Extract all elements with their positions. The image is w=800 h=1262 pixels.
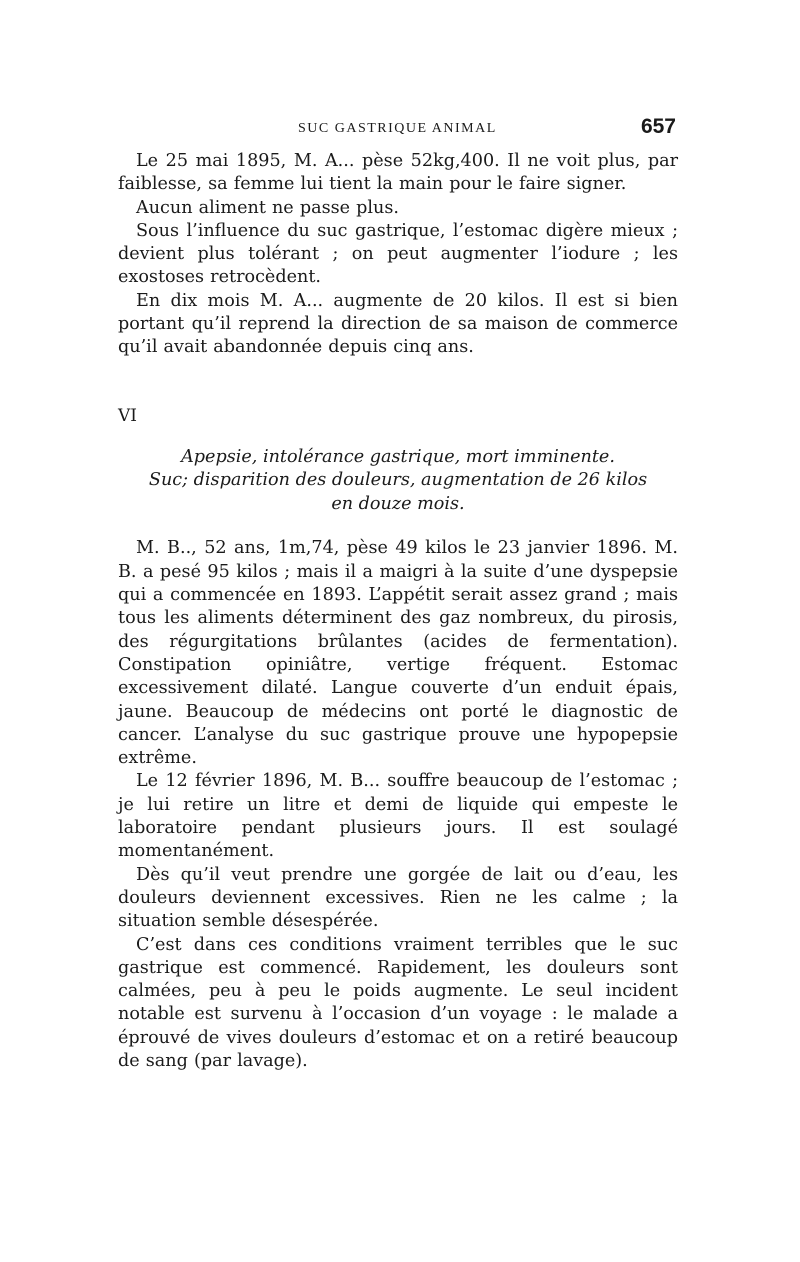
paragraph: Aucun aliment ne passe plus.	[136, 197, 399, 218]
paragraph: M. B.., 52 ans, 1m,74, pèse 49 kilos le 23 janvier 1896. M. B. a pesé 95 kilos ; mais il a maigri à la suite d’une dyspepsie qui a commencée en 1893. L’appétit serait assez grand ; mais tous les aliments déterminent des gaz nombreux, du pirosis, des régurgitations brûlantes (acides de fermentation). Constipation opiniâtre, vertige fréquent. Estomac excessivement dilaté. Langue couverte d’un enduit épais, jaune. Beaucoup de médecins ont porté le diagnostic de cancer. L’analyse du suc gastrique prouve une hypopepsie extrême.	[118, 538, 678, 769]
paragraph: Dès qu’il veut prendre une gorgée de lait ou d’eau, les douleurs deviennent excessives. Rien ne les calme ; la situation semble désespérée.	[118, 864, 678, 932]
section-number: VI	[118, 405, 137, 426]
section-title-line: Apepsie, intolérance gastrique, mort imminente.	[181, 446, 615, 467]
paragraph: Le 25 mai 1895, M. A... pèse 52kg,400. Il ne voit plus, par faiblesse, sa femme lui tient la main pour le faire signer.	[118, 151, 678, 195]
section-title	[118, 446, 678, 517]
running-head	[118, 115, 680, 145]
running-title: SUC GASTRIQUE ANIMAL	[298, 121, 497, 136]
paragraph: Sous l’influence du suc gastrique, l’estomac digère mieux ; devient plus tolérant ; on peut augmenter l’iodure ; les exostoses retrocèdent.	[118, 220, 678, 288]
paragraph: En dix mois M. A... augmente de 20 kilos. Il est si bien portant qu’il reprend la direction de sa maison de commerce qu’il avait abandonnée depuis cinq ans.	[118, 290, 678, 358]
section-title-line: en douze mois.	[331, 493, 465, 514]
body-text	[118, 150, 678, 1073]
section-title-line: Suc; disparition des douleurs, augmentation de 26 kilos	[148, 470, 648, 491]
paragraph: C’est dans ces conditions vraiment terribles que le suc gastrique est commencé. Rapidement, les douleurs sont calmées, peu à peu le poids augmente. Le seul incident notable est survenu à l’occasion d’un voyage : le malade a éprouvé de vives douleurs d’estomac et on a retiré beaucoup de sang (par lavage).	[118, 934, 678, 1071]
page-number: 657	[640, 115, 676, 138]
paragraph: Le 12 février 1896, M. B... souffre beaucoup de l’estomac ; je lui retire un litre et demi de liquide qui empeste le laboratoire pendant plusieurs jours. Il est soulagé momentanément.	[118, 771, 678, 862]
